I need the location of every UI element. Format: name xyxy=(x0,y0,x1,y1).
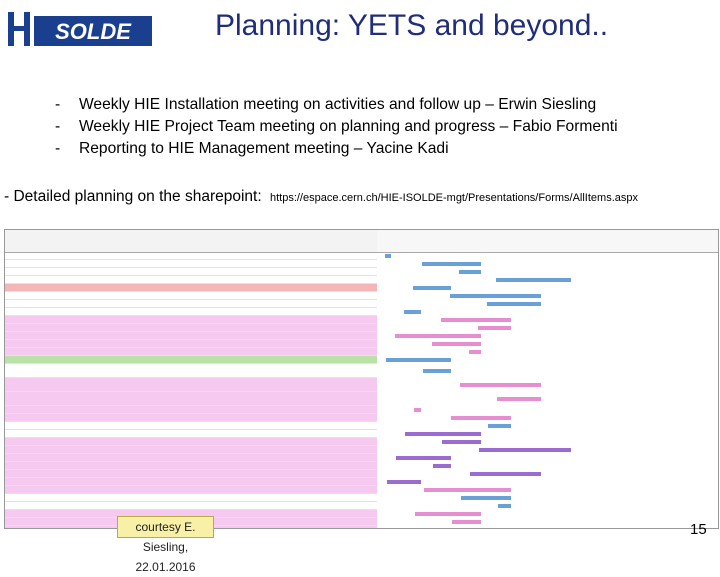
sharepoint-link[interactable]: https://espace.cern.ch/HIE-ISOLDE-mgt/Presentations/Forms/AllItems.aspx xyxy=(269,192,638,204)
gantt-bar xyxy=(452,520,481,524)
isolde-logo xyxy=(6,8,156,52)
task-row xyxy=(5,470,377,478)
task-row xyxy=(5,438,377,446)
task-row xyxy=(5,378,377,392)
gantt-bar xyxy=(422,262,481,266)
task-row xyxy=(5,292,377,300)
task-row xyxy=(5,324,377,332)
page-number: 15 xyxy=(690,521,707,538)
sharepoint-line xyxy=(4,188,638,206)
task-row xyxy=(5,462,377,470)
task-row xyxy=(5,478,377,486)
gantt-bar xyxy=(478,326,511,330)
gantt-bar xyxy=(396,456,451,460)
task-row xyxy=(5,356,377,364)
gantt-bar xyxy=(461,496,511,500)
gantt-bar xyxy=(488,424,511,428)
task-row xyxy=(5,268,377,276)
gantt-bar xyxy=(498,504,511,508)
planning-screenshot xyxy=(4,229,719,529)
gantt-bar xyxy=(415,512,481,516)
gantt-bar xyxy=(460,383,541,387)
bullet-item: - Weekly HIE Project Team meeting on planning and progress – Fabio Formenti xyxy=(55,118,618,135)
task-row xyxy=(5,422,377,430)
bullet-list xyxy=(55,94,618,160)
gantt-bar xyxy=(386,358,451,362)
gantt-bar xyxy=(469,350,481,354)
gantt-bar xyxy=(441,318,511,322)
gantt-bar xyxy=(496,278,571,282)
gantt-bar xyxy=(432,342,481,346)
task-row xyxy=(5,300,377,308)
task-row xyxy=(5,392,377,406)
task-row xyxy=(5,308,377,316)
gantt-bar xyxy=(395,334,481,338)
page-title: Planning: YETS and beyond.. xyxy=(215,9,609,42)
task-row xyxy=(5,494,377,502)
gantt-bar xyxy=(459,270,481,274)
gantt-bar xyxy=(387,480,421,484)
gantt-bar xyxy=(487,302,541,306)
gantt-bar xyxy=(424,488,511,492)
gantt-bar xyxy=(404,310,421,314)
task-row xyxy=(5,446,377,454)
task-row xyxy=(5,486,377,494)
gantt-bar xyxy=(450,294,541,298)
task-row xyxy=(5,406,377,414)
gantt-bar xyxy=(423,369,451,373)
gantt-bar xyxy=(433,464,451,468)
gantt-bar xyxy=(479,448,571,452)
task-row xyxy=(5,284,377,292)
task-row xyxy=(5,430,377,438)
gantt-bar xyxy=(489,528,571,529)
task-row xyxy=(5,316,377,324)
task-row xyxy=(5,454,377,462)
gantt-bar xyxy=(497,397,541,401)
task-row xyxy=(5,260,377,268)
gantt-bar xyxy=(413,286,451,290)
gantt-bar xyxy=(414,408,421,412)
task-row xyxy=(5,340,377,348)
task-row xyxy=(5,364,377,378)
gantt-bar xyxy=(385,254,391,258)
task-row xyxy=(5,332,377,340)
gantt-bar xyxy=(451,416,511,420)
task-row xyxy=(5,502,377,510)
task-row xyxy=(5,252,377,260)
table-header xyxy=(5,230,377,253)
gantt-bar xyxy=(442,440,481,444)
task-row xyxy=(5,276,377,284)
task-row xyxy=(5,348,377,356)
gantt-bar xyxy=(405,432,481,436)
gantt-chart xyxy=(377,252,718,528)
bullet-item: - Reporting to HIE Management meeting – Yacine Kadi xyxy=(55,140,449,157)
logo-text: SOLDE xyxy=(55,19,131,44)
sharepoint-label: - Detailed planning on the sharepoint: xyxy=(4,188,262,205)
task-row xyxy=(5,414,377,422)
gantt-bar xyxy=(470,472,541,476)
gantt-timeline-header xyxy=(377,230,718,253)
credit-box: courtesy E. Siesling, 22.01.2016 xyxy=(117,516,214,538)
bullet-item: - Weekly HIE Installation meeting on activities and follow up – Erwin Siesling xyxy=(55,96,597,113)
